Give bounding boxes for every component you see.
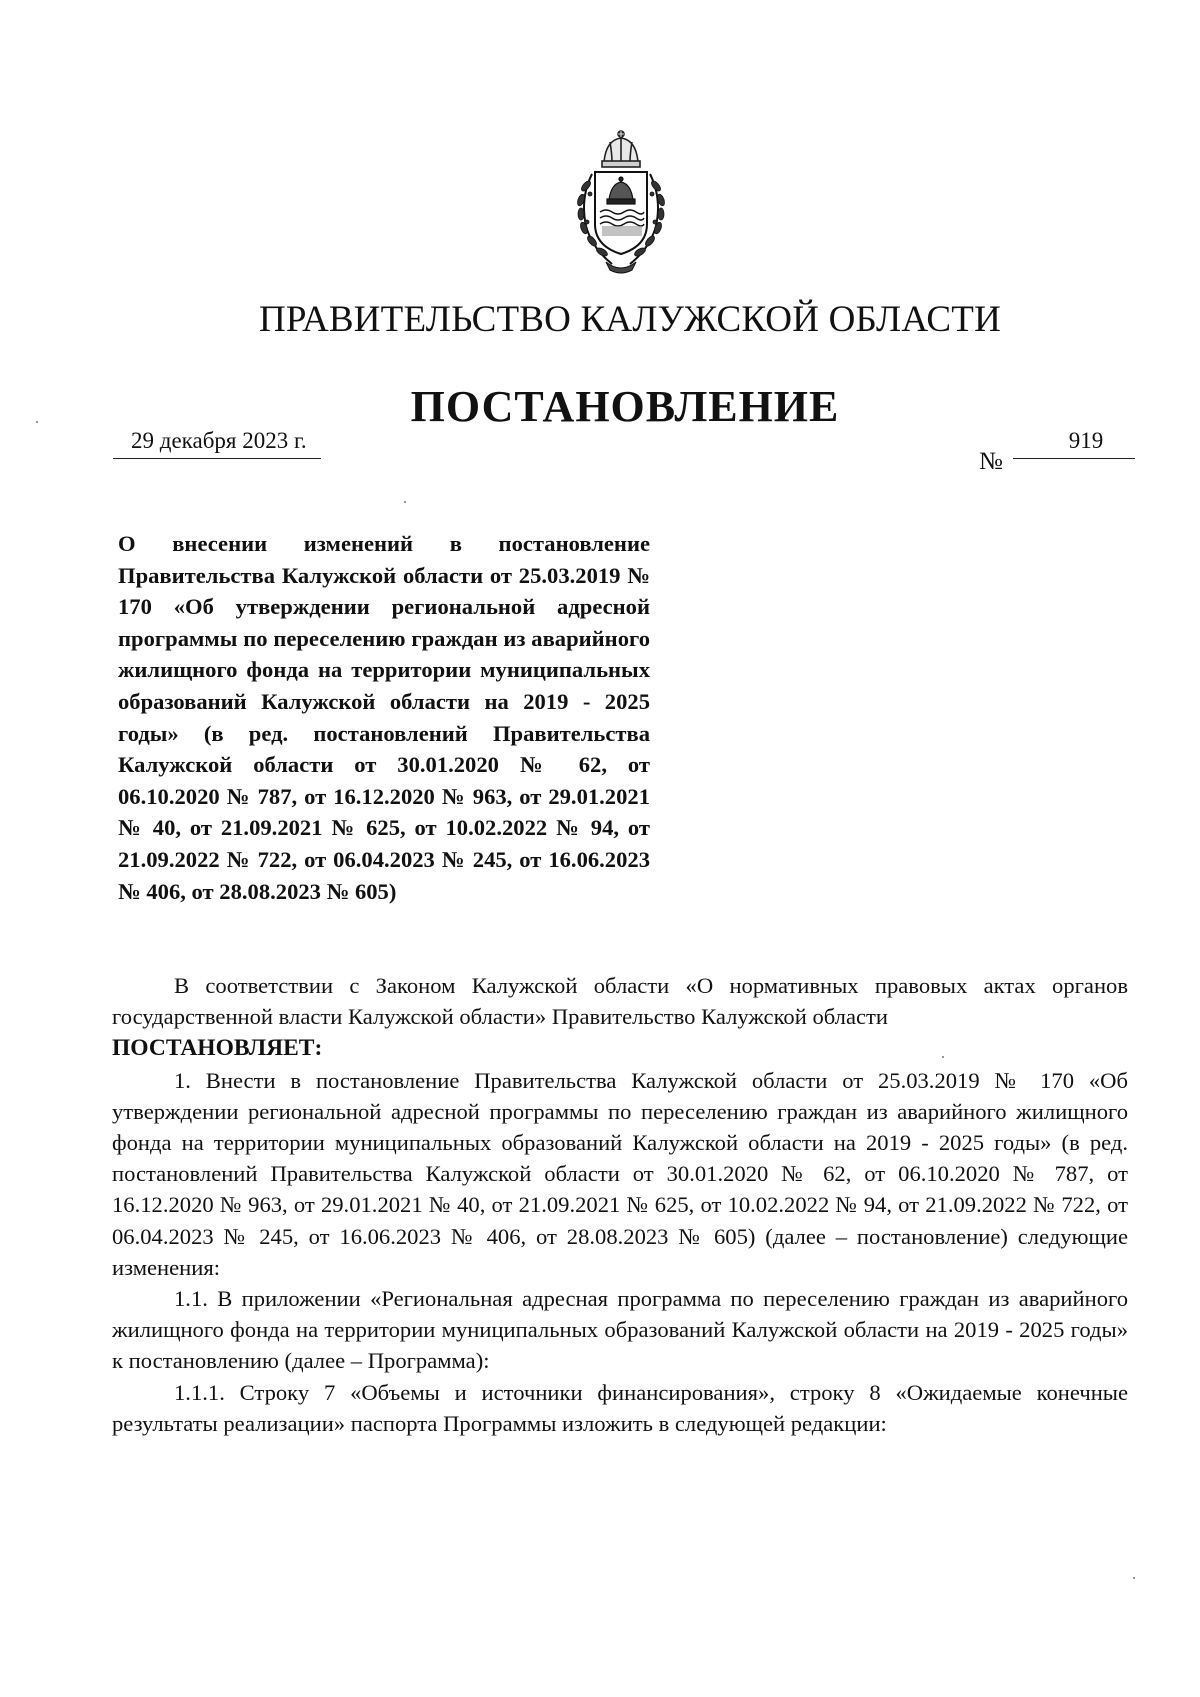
item-1-1-1-paragraph: 1.1.1. Строку 7 «Объемы и источники финансирования», строку 8 «Ожидаемые конечные результаты реализации» паспорта Программы изложить в следующей редакции:	[112, 1379, 1128, 1436]
document-number: 919	[1013, 428, 1135, 459]
government-title: ПРАВИТЕЛЬСТВО КАЛУЖСКОЙ ОБЛАСТИ	[258, 299, 1001, 340]
decree-word: ПОСТАНОВЛЯЕТ:	[112, 1035, 323, 1062]
preamble-paragraph	[112, 970, 1128, 1032]
scan-speck	[404, 501, 406, 503]
number-label: №	[979, 448, 1003, 475]
item-1-paragraph: 1. Внести в постановление Правительства Калужской области от 25.03.2019 № 170 «Об утверждении региональной адресной программы по переселению граждан из аварийного жилищного фонда на территории муниципальных образований Калужской области на 2019 - 2025 годы» (в ред. постановлений Правительства Калужской области от 30.01.2020 № 62, от 06.10.2020 № 787, от 16.12.2020 № 963, от 29.01.2021 № 40, от 21.09.2021 № 625, от 10.02.2022 № 94, от 21.09.2022 № 722, от 06.04.2023 № 245, от 16.06.2023 № 406, от 28.08.2023 № 605) (далее – постановление) следующие изменения:	[112, 1067, 1128, 1280]
decree-line	[112, 1032, 1128, 1064]
scan-speck	[36, 421, 38, 423]
scan-speck	[1133, 1577, 1135, 1579]
document-date: 29 декабря 2023 г.	[113, 428, 321, 459]
document-heading: О внесении изменений в постановление Правительства Калужской области от 25.03.2019 № 170 «Об утверждении региональной адресной программы по переселению граждан из аварийного жилищного фонда на территории муниципальных образований Калужской области на 2019 - 2025 годы» (в ред. постановлений Правительства Калужской области от 30.01.2020 № 62, от 06.10.2020 № 787, от 16.12.2020 № 963, от 29.01.2021 № 40, от 21.09.2021 № 625, от 10.02.2022 № 94, от 21.09.2022 № 722, от 06.04.2023 № 245, от 16.06.2023 № 406, от 28.08.2023 № 605)	[118, 531, 650, 904]
preamble-text: В соответствии с Законом Калужской области «О нормативных правовых актах органов государственной власти Калужской области» Правительство Калужской области	[112, 973, 1128, 1030]
document-body	[112, 970, 1128, 1439]
scan-speck	[942, 1056, 944, 1058]
kaluga-region-coat-of-arms-icon	[562, 128, 680, 276]
item-1-1-paragraph: 1.1. В приложении «Региональная адресная программа по переселению граждан из аварийного жилищного фонда на территории муниципальных образований Калужской области на 2019 - 2025 годы» к постановлению (далее – Программа):	[112, 1286, 1128, 1374]
document-type-title: ПОСТАНОВЛЕНИЕ	[410, 382, 840, 431]
